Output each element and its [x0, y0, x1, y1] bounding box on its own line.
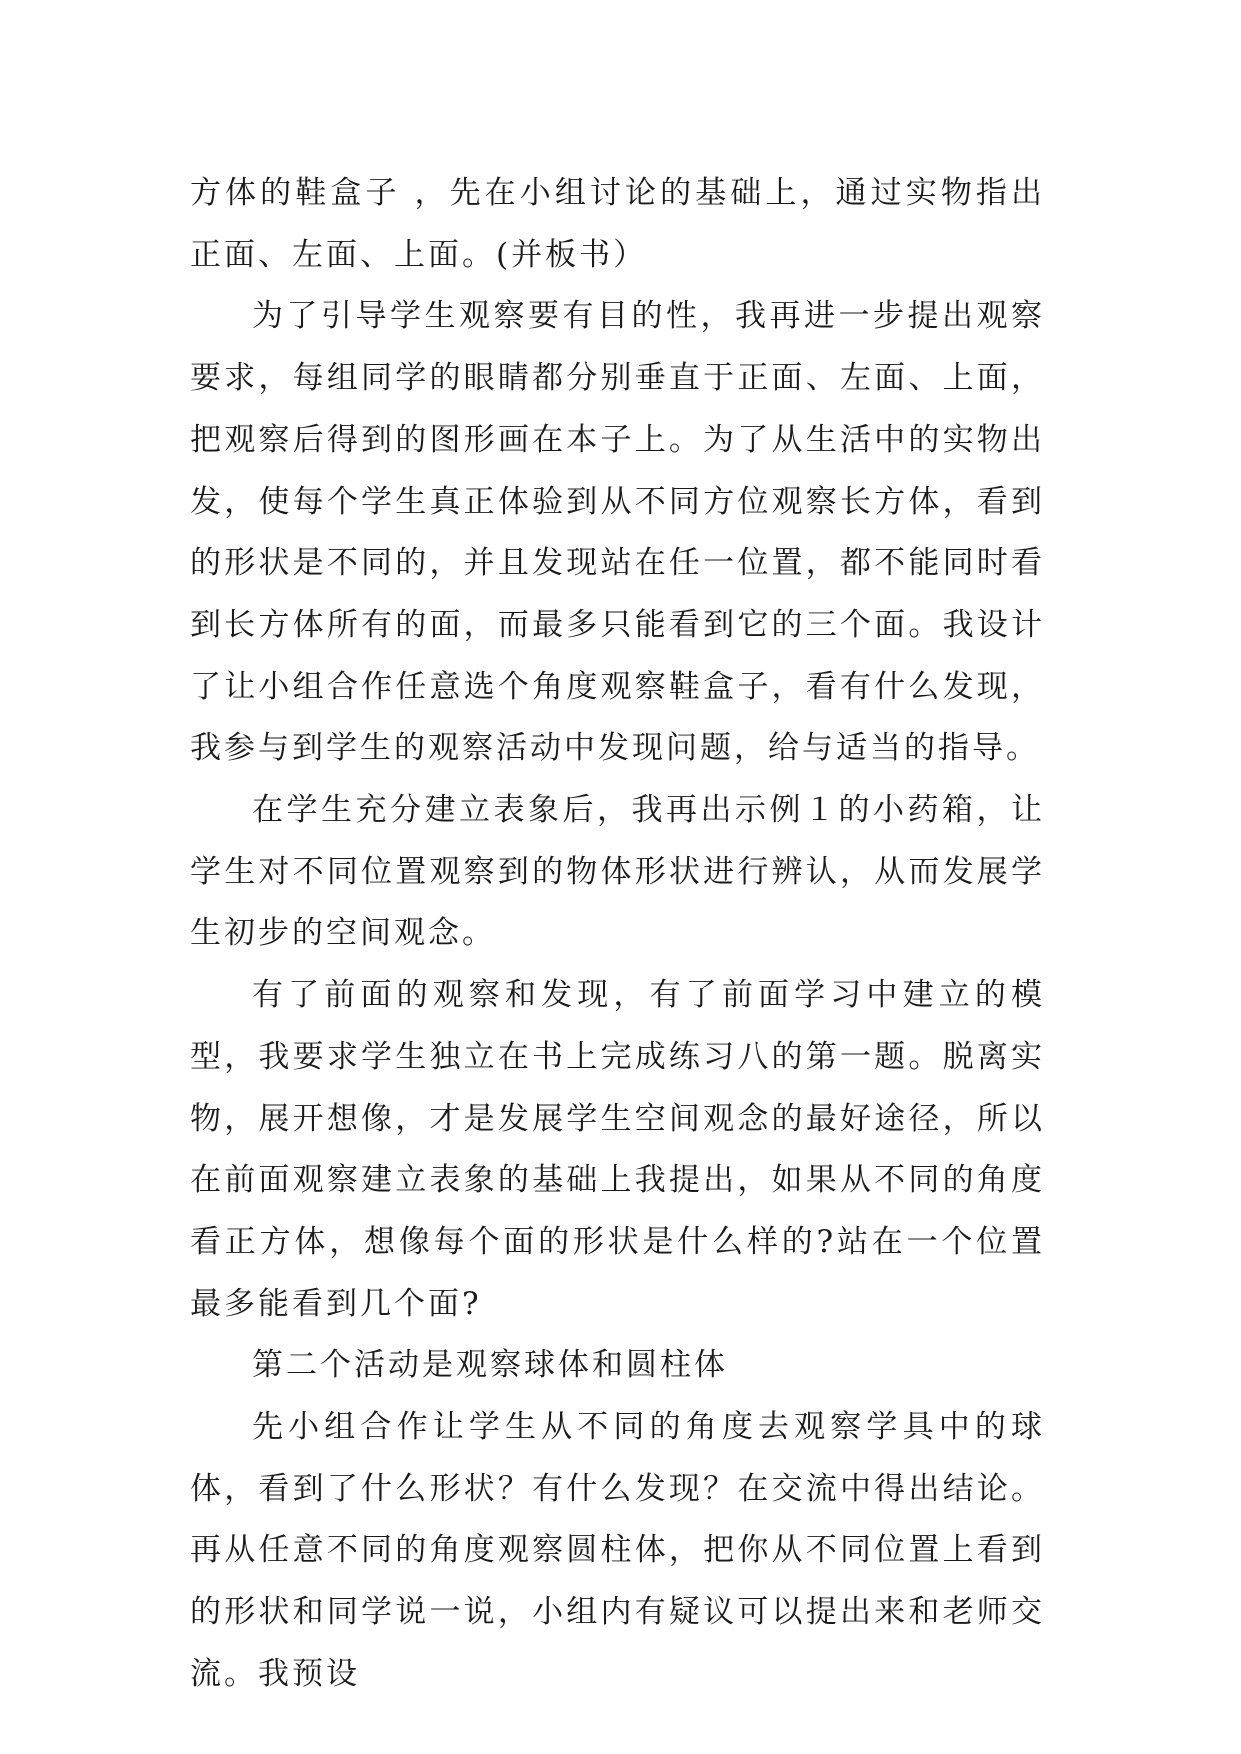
paragraph-3: 在学生充分建立表象后，我再出示例１的小药箱，让学生对不同位置观察到的物体形状进行辨认，从而发展学生初步的空间观念。	[190, 792, 1045, 952]
paragraph-6: 先小组合作让学生从不同的角度去观察学具中的球体，看到了什么形状？有什么发现？在交流中得出结论。再从任意不同的角度观察圆柱体，把你从不同位置上看到的形状和同学说一说，小组内有疑议可以提出来和老师交流。我预设	[190, 1409, 1045, 1692]
paragraph-4: 有了前面的观察和发现，有了前面学习中建立的模型，我要求学生独立在书上完成练习八的第一题。脱离实物，展开想像，才是发展学生空间观念的最好途径，所以在前面观察建立表象的基础上我提出，如果从不同的角度看正方体，想像每个面的形状是什么样的?站在一个位置最多能看到几个面?	[190, 977, 1045, 1322]
paragraph-2: 为了引导学生观察要有目的性，我再进一步提出观察要求，每组同学的眼睛都分别垂直于正面、左面、上面，把观察后得到的图形画在本子上。为了从生活中的实物出发，使每个学生真正体验到从不同方位观察长方体，看到的形状是不同的，并且发现站在任一位置，都不能同时看到长方体所有的面，而最多只能看到它的三个面。我设计了让小组合作任意选个角度观察鞋盒子，看有什么发现，我参与到学生的观察活动中发现问题，给与适当的指导。	[190, 298, 1045, 767]
document-body	[190, 163, 1045, 1706]
paragraph-5-heading: 第二个活动是观察球体和圆柱体	[252, 1347, 728, 1384]
paragraph-1: 方体的鞋盒子 ，先在小组讨论的基础上，通过实物指出正面、左面、上面。(并板书）	[190, 175, 1045, 273]
